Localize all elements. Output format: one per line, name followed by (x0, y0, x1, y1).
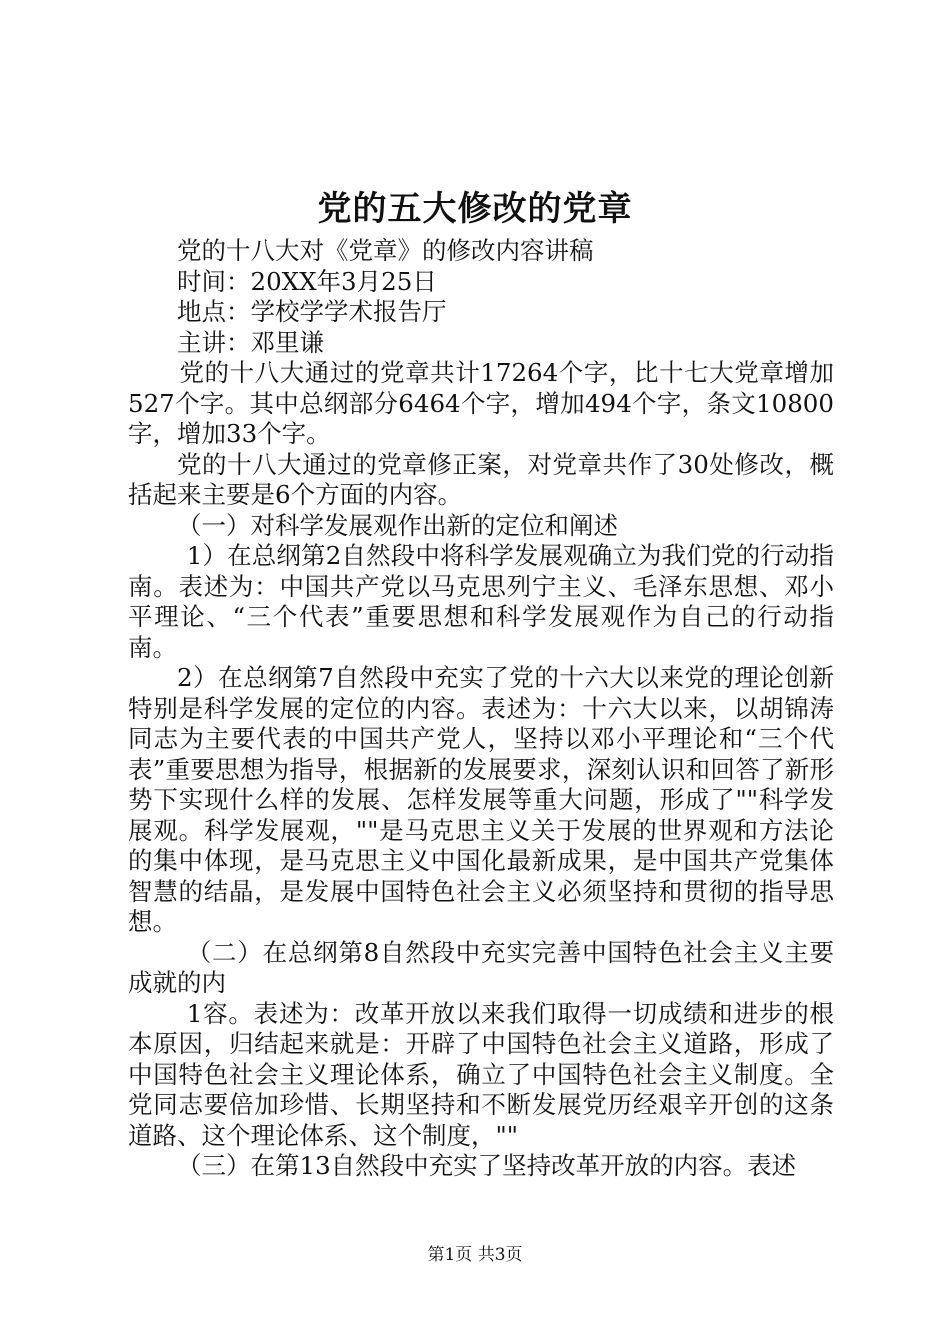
page-footer: 第1页 共3页 (427, 1245, 523, 1265)
lecture-speaker: 主讲：邓里谦 (177, 327, 324, 357)
document-title: 党的五大修改的党章 (317, 189, 633, 229)
body-paragraph: 党的十八大通过的党章共计17264个字，比十七大党章增加527个字。其中总纲部分6464个字，增加494个字，条文10800字，增加33个字。 (128, 358, 834, 448)
lecture-location: 地点：学校学学术报告厅 (177, 297, 447, 326)
document-body (128, 236, 834, 1182)
section-heading: （三）在第13自然段中充实了坚持改革开放的内容。表述 (177, 1151, 797, 1180)
lecture-heading: 党的十八大对《党章》的修改内容讲稿 (177, 236, 594, 265)
section-heading: （二）在总纲第8自然段中充实完善中国特色社会主义主要成就的内 (128, 937, 834, 997)
body-paragraph: 1）在总纲第2自然段中将科学发展观确立为我们党的行动指南。表述为：中国共产党以马克思列宁主义、毛泽东思想、邓小平理论、“三个代表”重要思想和科学发展观作为自己的行动指南。 (128, 541, 834, 662)
body-paragraph: 2）在总纲第7自然段中充实了党的十六大以来党的理论创新特别是科学发展的定位的内容。表述为：十六大以来，以胡锦涛同志为主要代表的中国共产党人，坚持以邓小平理论和“三个代表”重要思想为指导，根据新的发展要求，深刻认识和回答了新形势下实现什么样的发展、怎样发展等重大问题，形成了""科学发展观。科学发展观，""是马克思主义关于发展的世界观和方法论的集中体现，是马克思主义中国化最新成果，是中国共产党集体智慧的结晶，是发展中国特色社会主义必须坚持和贯彻的指导思想。 (128, 663, 834, 936)
body-paragraph: 1容。表述为：改革开放以来我们取得一切成绩和进步的根本原因，归结起来就是：开辟了中国特色社会主义道路，形成了中国特色社会主义理论体系，确立了中国特色社会主义制度。全党同志要倍加珍惜、长期坚持和不断发展党历经艰辛开创的这条道路、这个理论体系、这个制度，"" (128, 998, 834, 1150)
lecture-time: 时间：20XX年3月25日 (177, 266, 437, 296)
section-heading: （一）对科学发展观作出新的定位和阐述 (177, 510, 618, 540)
body-paragraph: 党的十八大通过的党章修正案，对党章共作了30处修改，概括起来主要是6个方面的内容。 (128, 449, 834, 509)
